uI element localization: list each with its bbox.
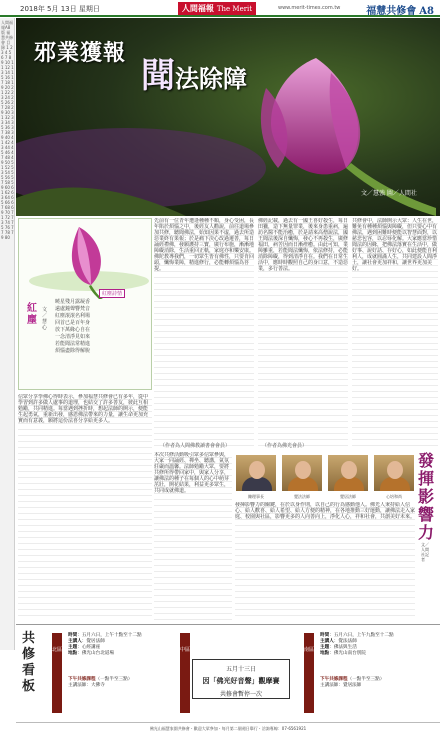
page-number: A8 [419, 6, 434, 17]
event-host: 覺居法師 [86, 639, 105, 644]
photo-caption: 覺法法師 [294, 494, 310, 499]
author-note: （作者為人間佛教讀書會會員） [160, 443, 231, 449]
index-strip-text: 人間福報A8版 福慧共修會 目錄 1 2 3 4 5 6 7 8 9 10 11 12 13 14 15 16 17 18 19 20 21 22 23 24 25 26 27 28 29 30 31 32 33 34 35 36 37 38 39 40 41 42 43 44 45 46 47 48 49 50 51 52 53 54 55 56 57 58 59 60 61 62 63 64 65 66 67 68 69 70 71 72 73 74 75 76 77 78 79 80 [1, 20, 14, 240]
event-extra: 主講法師：大佛寺 [68, 683, 105, 688]
event-field-label: 主講人 [320, 639, 334, 644]
event-field-label: 地點 [320, 651, 330, 656]
event-field-label: 主題 [68, 645, 78, 650]
speaker-photo[interactable] [373, 454, 415, 492]
speaker-photo[interactable] [281, 454, 323, 492]
hero-title-sub-first: 聞 [141, 56, 175, 96]
event-place: 佛光山台北道場 [81, 651, 114, 656]
poem-lines [55, 299, 147, 355]
notice-date: 五月十三日 [225, 666, 256, 673]
photo-strip [235, 454, 415, 498]
notice-headline: 因「佛光好音聲」觀摩賽 [202, 677, 280, 685]
event-listing: 時間：五月六日，上午十點至十二點 主講人：覺居法師 主題：心經講座 地點：佛光山台北道場 下午共修課程（一點半至三點） 主講法師：大佛寺 [68, 633, 142, 688]
author-note: （作者為佛光會員） [262, 443, 308, 449]
photo-caption: 陳理事長 [248, 494, 264, 499]
region-band: 北區 [52, 633, 62, 713]
poem-line: 放下萬緣心自在 [55, 327, 91, 333]
event-field-label: 下午共修課程 [320, 677, 348, 682]
event-field-label: 時間 [320, 633, 330, 638]
newspaper-logo[interactable] [178, 2, 256, 15]
photo-caption: 覺居法師 [340, 494, 356, 499]
event-time: 五月六日，上午九點至十二點 [333, 633, 394, 638]
section-title [366, 2, 434, 17]
hero-title-sub-rest: 法除障 [175, 64, 247, 93]
index-strip [0, 18, 15, 650]
event-host: 覺法法師 [338, 639, 357, 644]
speaker-photo[interactable] [327, 454, 369, 492]
issue-date: 2018年 5月 13日 星期日 [20, 5, 100, 13]
photo-caption: 心培和尚 [386, 494, 402, 499]
poem-line: 曉星殘月露凝香 [55, 299, 91, 305]
event-extra: 主講法師：覺居法師 [320, 683, 362, 688]
article-column: 佛經記載，過去有一國王喜好殺生，每日田獵，造下無量罪業，後來身患重病，遍訪名醫不能治癒，於是請來高僧說法，國王聞法後深自懺悔，發心不再殺生，廣修福田，病苦因而日漸痊癒。由此可知，業障雖重，若能聞法懺悔，依法修持，必能消除障礙，得到清淨自在。我們在日常生活中，應時時觀照自己的身口意，不造惡業，多行善法。 [258, 218, 348, 448]
poem-line: 紅塵滾滾名利場 [55, 313, 91, 319]
poem-line: 遠處鐘聲響梵音 [55, 306, 91, 312]
event-field-label: 主題 [320, 645, 330, 650]
poem-line: 回首已是百年身 [55, 320, 91, 326]
poem-line: 煩惱盡除得解脫 [55, 348, 91, 354]
article-column: 共修會中，法師開示大眾：人生在世，難免有種種煩惱與障礙，但只要心中有佛法，遇到困難時便能以智慧面對，以慈悲包容，以忍辱化解。大家應當珍惜聞法的因緣，把佛法落實在生活中，做好事、說好話、存好心，如此便能自利利人，成就圓滿人生，共同建設人間淨土，讓社會更加祥和，讓世界更加美好。 [352, 218, 438, 448]
region-band: 南區 [304, 633, 314, 713]
event-field-label: 地點 [68, 651, 78, 656]
event-next: 一點半至三點 [352, 677, 380, 682]
page-header [0, 0, 440, 17]
speaker-photo[interactable] [235, 454, 277, 492]
event-field-label: 主講人 [68, 639, 82, 644]
site-url[interactable]: www.merit-times.com.tw [278, 5, 341, 11]
section-name: 福慧共修會 [366, 6, 417, 17]
article-column: 先前有一位青年遭逢種種不順，身心受困，長年陷於煩惱之中，後經友人勸說，前往道場參加共修，聽聞佛法，始知因果不虛，過去所造惡業終有果報；於是痛下決心改過遷善，每日誦經禮佛，發願護持三寶，廣行布施，漸漸地障礙消除，生活重回正軌，家庭亦和樂安康。佛陀教導我們，一切眾生皆有佛性，只要肯回頭，懺悔業障，精進修行，必能轉煩惱為菩提。 [154, 218, 254, 448]
logo-chinese: 人間福報 [181, 3, 214, 13]
poem-tag: 紅塵詩情 [99, 289, 125, 298]
event-time: 五月六日，上午十點至十二點 [81, 633, 142, 638]
poem-author: 文／慧心 [42, 307, 48, 331]
event-place: 佛光山南台別院 [333, 651, 366, 656]
poem-line: 一念清淨見如來 [55, 334, 91, 340]
notice-box [192, 659, 290, 699]
event-next: 一點半至三點 [100, 677, 128, 682]
hero-banner [16, 18, 440, 216]
side-byline: 文／人間社記者 [421, 542, 429, 562]
event-field-label: 下午共修課程 [68, 677, 96, 682]
lotus-bud-illustration [19, 219, 152, 299]
region-band: 中區 [180, 633, 190, 713]
event-topic: 心經講座 [81, 645, 101, 650]
poem-line: 若能聞法常精進 [55, 341, 91, 347]
article-column: 信眾分享學佛心得時表示，參加福慧共修會已有多年，從中學習到許多做人處事的道理，也結交了許多善友，彼此互相勉勵，共同精進。每當遇到挫折時，想起法師的開示，便能生起勇氣，重新出發，感恩佛法帶來的力量，讓生命更加充實而有意義，願將這份法喜分享給更多人。 [18, 394, 152, 620]
page-footer: 佛光山福慧家園共修會・歡迎大眾參加・每月第二個週日舉行・洽詢專線：07-6561921 [16, 722, 440, 734]
board-title: 共修看板 [22, 631, 36, 694]
logo-english: The Merit [216, 5, 253, 13]
event-topic: 佛法與生活 [333, 645, 357, 650]
hero-title-sub [141, 48, 247, 97]
hero-byline: 文／慧強 圖／人間社 [361, 190, 417, 197]
side-headline: 發揮影響力 [418, 451, 435, 542]
poem-box [18, 218, 152, 390]
event-listing: 時間：五月六日，上午九點至十二點 主講人：覺法法師 主題：佛法與生活 地點：佛光山南台別院 下午共修課程（一點半至三點） 主講法師：覺居法師 [320, 633, 394, 688]
event-field-label: 時間 [68, 633, 78, 638]
article-column: 本次共修活動吸引眾多信眾參與，大家一同誦經、禪坐、聽講，氣氛莊嚴而溫馨。法師勉勵大眾，要將共修所得帶回家中，與家人分享，讓佛法的種子在每個人的心中萌芽茁壯，開花結果，利益更多眾生，共同成就佛道。 [154, 452, 232, 620]
poem-title: 紅塵 [27, 303, 37, 326]
events-board [16, 624, 440, 720]
hero-title-main: 邪業獲報 [34, 40, 127, 66]
notice-detail: 共修會暫停一次 [219, 691, 262, 698]
article-column: 發揮影響力的關鍵，在於以身作則，以自己的行為感動他人。佛光人秉持給人信心、給人歡喜、給人希望、給人方便的精神，在各地推動三好運動，讓佛法走入家庭、校園與社區，影響更多的人向善向上，淨化人心，祥和社會，共創美好未來。 [235, 502, 415, 620]
